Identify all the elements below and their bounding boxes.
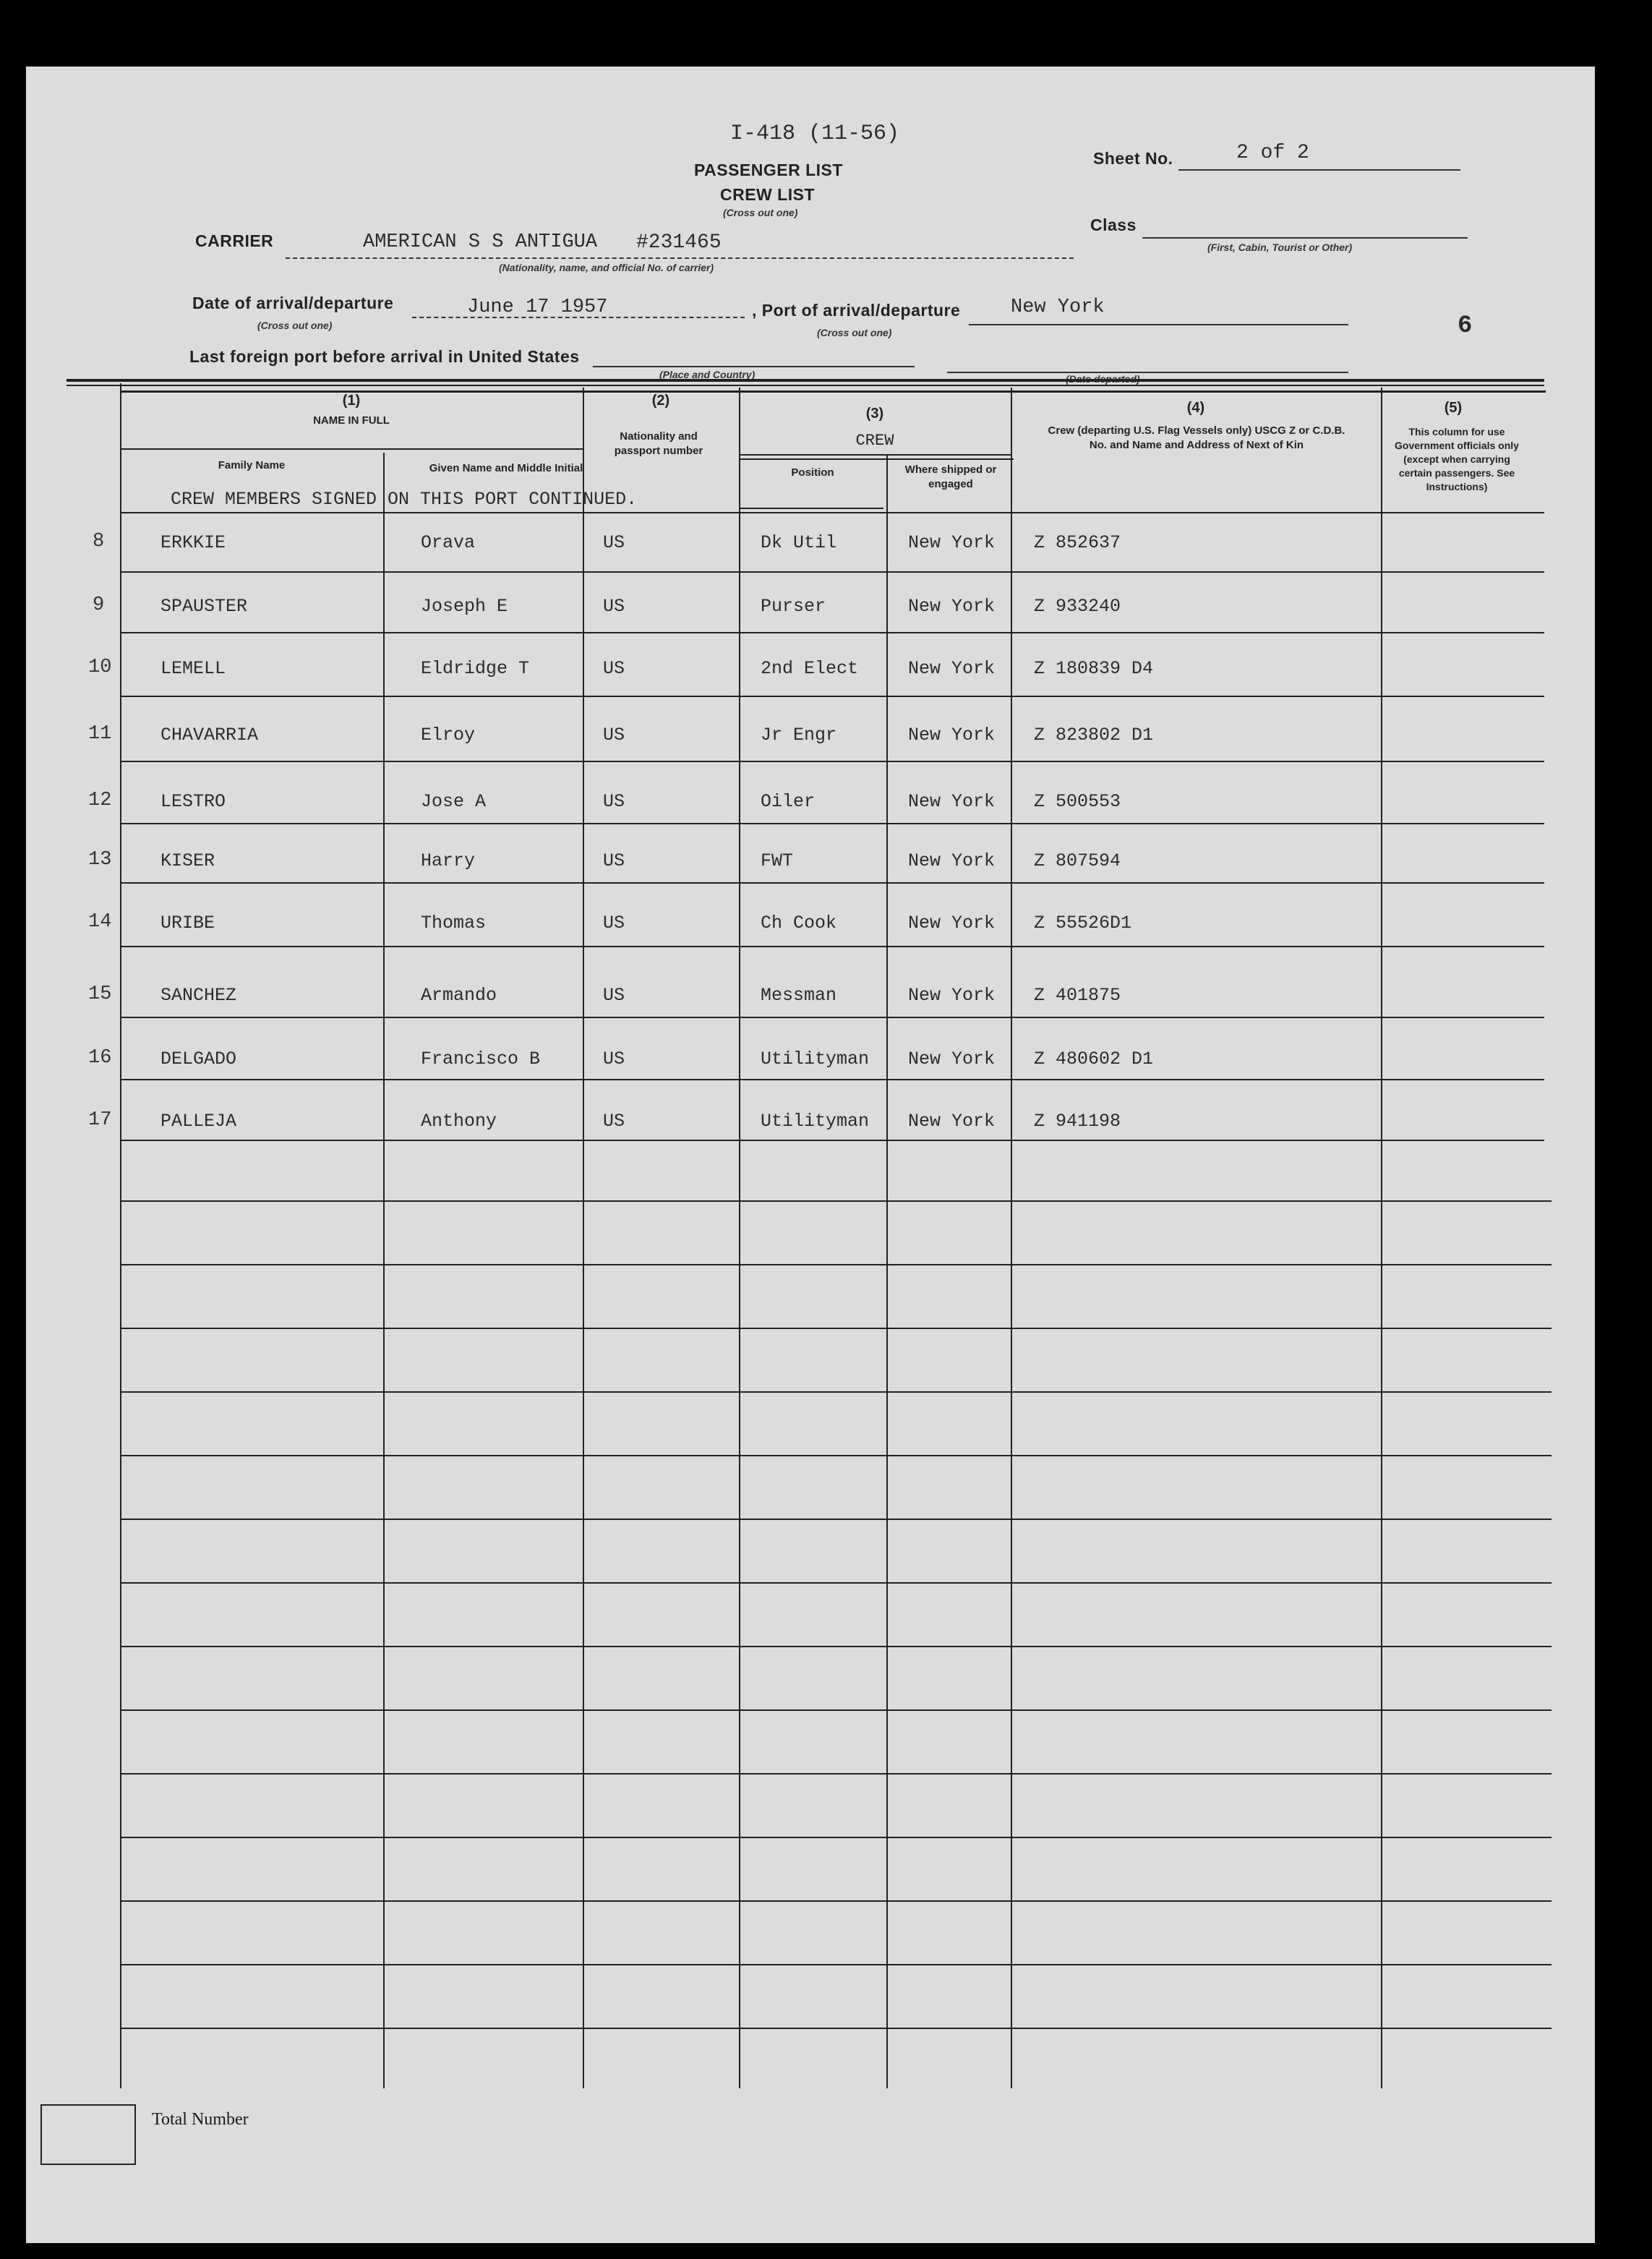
blank-row-divider: [120, 2028, 1552, 2029]
blank-row-divider: [120, 1455, 1552, 1456]
row-divider: [120, 696, 1544, 697]
col1-family-name: Family Name: [218, 459, 286, 471]
cell-nat: US: [603, 725, 625, 746]
cell-nat: US: [603, 913, 625, 934]
col3-title: CREW: [855, 432, 894, 450]
cell-num: 8: [93, 531, 105, 552]
blank-row-divider: [120, 1200, 1552, 1202]
cell-family: SPAUSTER: [161, 596, 248, 617]
col3-number: (3): [865, 406, 884, 422]
blank-row-divider: [120, 1391, 1552, 1393]
blank-row-divider: [120, 1264, 1552, 1265]
cell-nat: US: [603, 1111, 625, 1132]
row-divider: [120, 882, 1544, 884]
cell-family: SANCHEZ: [161, 985, 237, 1006]
cell-where: New York: [908, 850, 996, 871]
row-divider: [120, 1140, 1544, 1141]
cell-num: 12: [88, 790, 112, 811]
cell-given: Armando: [421, 985, 497, 1006]
cell-num: 10: [88, 657, 112, 678]
page-mark: 6: [1458, 312, 1473, 340]
col2-title: Nationality and passport number: [614, 430, 703, 457]
blank-row-divider: [120, 1582, 1552, 1584]
total-number-label: Total Number: [152, 2110, 249, 2129]
row-divider: [120, 1079, 1544, 1080]
cell-num: 11: [88, 723, 112, 745]
cell-family: ERKKIE: [161, 532, 226, 553]
date-cross-hint: (Cross out one): [257, 320, 333, 331]
last-port-label: Last foreign port before arrival in United States: [189, 347, 580, 366]
cell-num: 17: [88, 1109, 112, 1131]
total-number-box: [40, 2104, 136, 2165]
carrier-number: #231465: [636, 231, 722, 254]
sheet-value: 2 of 2: [1236, 142, 1309, 164]
date-value: June 17 1957: [467, 296, 608, 318]
cross-out-hint: (Cross out one): [723, 207, 798, 218]
cell-crew-no: Z 807594: [1034, 850, 1121, 871]
cell-where: New York: [908, 913, 996, 934]
place-hint: (Place and Country): [659, 369, 756, 380]
form-number: I-418 (11-56): [730, 121, 900, 146]
cell-given: Thomas: [421, 913, 487, 934]
col1-number: (1): [342, 393, 361, 409]
cell-crew-no: Z 933240: [1034, 596, 1121, 617]
cell-position: Oiler: [761, 791, 816, 812]
cell-crew-no: Z 180839 D4: [1034, 658, 1154, 679]
blank-row-divider: [120, 1328, 1552, 1329]
cell-position: 2nd Elect: [761, 658, 859, 679]
blank-row-divider: [120, 1900, 1552, 1902]
cell-position: Messman: [761, 985, 837, 1006]
cell-family: DELGADO: [161, 1049, 237, 1069]
cell-position: Ch Cook: [761, 913, 837, 934]
cell-nat: US: [603, 532, 625, 553]
title-passenger-list: PASSENGER LIST: [694, 161, 843, 179]
blank-row-divider: [120, 1519, 1552, 1520]
cell-crew-no: Z 941198: [1034, 1111, 1121, 1132]
cell-position: Dk Util: [761, 532, 837, 553]
cell-family: KISER: [161, 850, 215, 871]
carrier-value: AMERICAN S S ANTIGUA: [363, 231, 598, 253]
cell-family: CHAVARRIA: [161, 725, 259, 746]
carrier-hint: (Nationality, name, and official No. of carrier): [499, 262, 714, 273]
cell-nat: US: [603, 850, 625, 871]
cell-where: New York: [908, 1049, 996, 1069]
blank-row-divider: [120, 1773, 1552, 1775]
cell-where: New York: [908, 532, 996, 553]
row-divider: [120, 571, 1544, 573]
cell-given: Orava: [421, 532, 476, 553]
sheet-label: Sheet No.: [1093, 149, 1173, 168]
col5-number: (5): [1444, 400, 1463, 416]
cell-crew-no: Z 401875: [1034, 985, 1121, 1006]
cell-num: 9: [93, 594, 105, 616]
class-hint: (First, Cabin, Tourist or Other): [1207, 242, 1353, 253]
row-divider: [120, 761, 1544, 762]
cell-given: Eldridge T: [421, 658, 530, 679]
cell-nat: US: [603, 658, 625, 679]
cell-position: Purser: [761, 596, 826, 617]
cell-crew-no: Z 480602 D1: [1034, 1049, 1154, 1069]
cell-crew-no: Z 55526D1: [1034, 913, 1132, 934]
cell-family: LESTRO: [161, 791, 226, 812]
cell-family: URIBE: [161, 913, 215, 934]
title-crew-list: CREW LIST: [720, 185, 815, 204]
class-label: Class: [1090, 215, 1137, 234]
cell-where: New York: [908, 791, 996, 812]
port-value: New York: [1011, 296, 1105, 318]
cell-num: 16: [88, 1047, 112, 1069]
cell-num: 14: [88, 911, 112, 933]
cell-crew-no: Z 823802 D1: [1034, 725, 1154, 746]
cell-position: Utilityman: [761, 1111, 870, 1132]
cell-where: New York: [908, 1111, 996, 1132]
cell-given: Joseph E: [421, 596, 508, 617]
col3-where-shipped: Where shipped or engaged: [904, 464, 997, 490]
cell-crew-no: Z 500553: [1034, 791, 1121, 812]
col2-number: (2): [651, 393, 670, 409]
cell-nat: US: [603, 791, 625, 812]
col4-number: (4): [1186, 400, 1205, 416]
row-divider: [120, 823, 1544, 824]
cell-where: New York: [908, 596, 996, 617]
col5-title: This column for use Government officials only (except when carrying certain passengers. See Instructions): [1395, 426, 1519, 492]
port-cross-hint: (Cross out one): [817, 327, 892, 338]
cell-num: 13: [88, 849, 112, 871]
cell-crew-no: Z 852637: [1034, 532, 1121, 553]
cell-where: New York: [908, 658, 996, 679]
cell-where: New York: [908, 725, 996, 746]
blank-row-divider: [120, 1646, 1552, 1647]
col1-given-name: Given Name and Middle Initial: [429, 462, 583, 474]
cell-where: New York: [908, 985, 996, 1006]
blank-row-divider: [120, 1964, 1552, 1965]
row-divider: [120, 1017, 1544, 1018]
col4-title: Crew (departing U.S. Flag Vessels only) USCG Z or C.D.B. No. and Name and Address of Next of Kin: [1048, 424, 1345, 451]
cell-given: Francisco B: [421, 1049, 541, 1069]
continued-note: CREW MEMBERS SIGNED ON THIS PORT CONTINUED.: [171, 489, 638, 510]
cell-nat: US: [603, 1049, 625, 1069]
cell-given: Elroy: [421, 725, 476, 746]
blank-row-divider: [120, 1837, 1552, 1838]
blank-row-divider: [120, 1709, 1552, 1711]
cell-position: Jr Engr: [761, 725, 837, 746]
port-label: , Port of arrival/departure: [752, 301, 961, 320]
carrier-label: CARRIER: [195, 231, 274, 250]
col3-position: Position: [791, 466, 834, 479]
cell-nat: US: [603, 596, 625, 617]
cell-given: Jose A: [421, 791, 487, 812]
cell-position: FWT: [761, 850, 794, 871]
cell-nat: US: [603, 985, 625, 1006]
row-divider: [120, 632, 1544, 633]
col1-title: NAME IN FULL: [313, 414, 390, 427]
row-divider: [120, 946, 1544, 947]
cell-given: Harry: [421, 850, 476, 871]
date-label: Date of arrival/departure: [192, 294, 394, 312]
cell-family: PALLEJA: [161, 1111, 237, 1132]
cell-family: LEMELL: [161, 658, 226, 679]
cell-num: 15: [88, 983, 112, 1005]
cell-given: Anthony: [421, 1111, 497, 1132]
cell-position: Utilityman: [761, 1049, 870, 1069]
date-departed-hint: (Date departed): [1066, 373, 1140, 385]
